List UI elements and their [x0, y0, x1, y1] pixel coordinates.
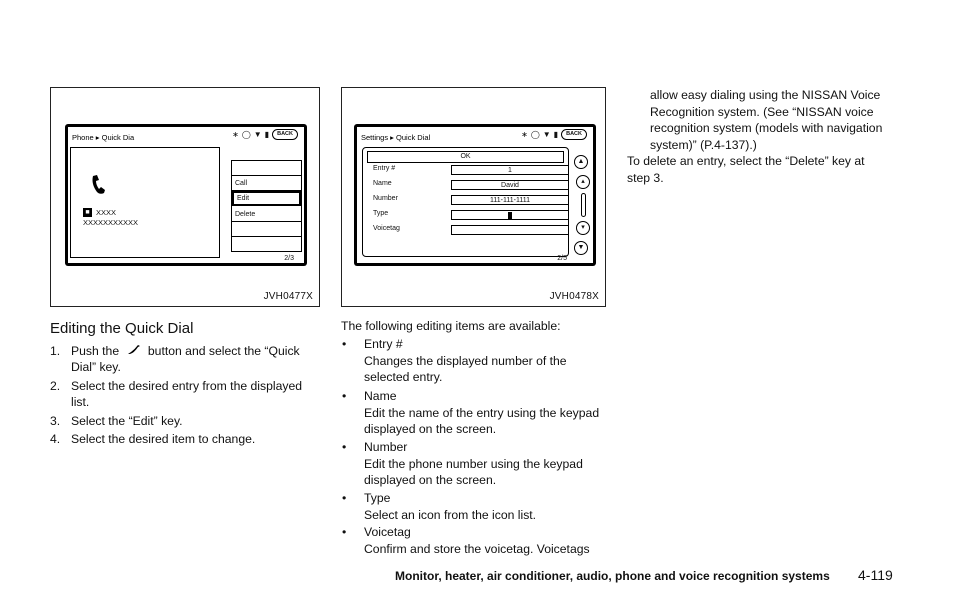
battery-icon: ▮	[264, 130, 270, 139]
ok-button[interactable]: OK	[367, 151, 564, 163]
step-text-part: Dial” key.	[71, 360, 121, 374]
bluetooth-icon: ∗	[232, 130, 239, 139]
screen-frame	[354, 124, 596, 266]
field-label: Number	[373, 195, 398, 202]
section-heading: Editing the Quick Dial	[50, 320, 194, 337]
step-1	[50, 343, 322, 377]
item-desc-line: Edit the name of the entry using the keypad	[364, 405, 600, 420]
step-text	[71, 343, 322, 375]
scroll-down-button[interactable]: ▼	[574, 241, 588, 255]
display-area	[357, 127, 593, 263]
step-2	[50, 378, 322, 412]
text-line: Recognition system. (See “NISSAN voice	[650, 104, 874, 119]
contact-number: XXXXXXXXXXX	[83, 218, 139, 227]
step-number: 3.	[50, 414, 61, 428]
field-row-voicetag[interactable]	[363, 223, 568, 237]
list-item	[341, 490, 611, 523]
field-value	[451, 210, 569, 220]
scrollbar[interactable]	[581, 193, 586, 217]
step-number: 1.	[50, 344, 61, 358]
step-3	[50, 413, 322, 430]
back-button[interactable]: BACK	[272, 129, 298, 140]
breadcrumb: Phone ▸ Quick Dia	[72, 132, 135, 142]
field-label: Name	[373, 180, 392, 187]
battery-icon: ▮	[553, 130, 559, 139]
item-desc-line: displayed on the screen.	[364, 422, 497, 437]
phone-icon	[91, 174, 107, 196]
step-number: 2.	[50, 379, 61, 393]
phone-button-icon	[123, 344, 145, 356]
bullet-dot: •	[342, 440, 347, 454]
figure-quick-dial-call-menu	[50, 87, 320, 307]
bluetooth-icon: ∗	[521, 130, 528, 139]
page-indicator: 2/3	[284, 255, 294, 262]
menu-item-edit[interactable]: Edit	[232, 191, 301, 206]
text-line: To delete an entry, select the “Delete” key at	[627, 154, 865, 168]
action-menu	[231, 160, 302, 252]
item-desc-line: Edit the phone number using the keypad	[364, 456, 583, 471]
item-name: Name	[364, 389, 397, 403]
edit-list	[362, 147, 569, 257]
step-text-part: button and select the “Quick	[147, 344, 300, 358]
signal-icon: ▼	[253, 130, 262, 139]
page-down-button[interactable]: ▾	[576, 221, 590, 235]
phone-status-icon: ◯	[530, 130, 540, 139]
item-desc-line: Changes the displayed number of the	[364, 353, 567, 368]
phone-status-icon: ◯	[241, 130, 251, 139]
list-item	[341, 524, 611, 557]
figure-caption: JVH0477X	[263, 291, 313, 302]
step-text: Select the desired item to change.	[71, 432, 256, 446]
intro-text: The following editing items are available:	[341, 319, 561, 333]
text-line: step 3.	[627, 170, 664, 185]
bullet-dot: •	[342, 491, 347, 505]
bullet-dot: •	[342, 525, 347, 539]
step-4	[50, 431, 322, 448]
figure-caption: JVH0478X	[549, 291, 599, 302]
delete-instruction	[627, 153, 912, 186]
status-icons	[232, 129, 298, 140]
breadcrumb: Settings ▸ Quick Dial	[361, 132, 431, 142]
step-text-part: Select the desired entry from the displayed	[71, 379, 303, 393]
continued-text	[650, 87, 915, 153]
list-item	[341, 336, 611, 386]
menu-item-call[interactable]: Call	[232, 176, 301, 191]
contact-panel	[70, 147, 220, 258]
field-row-type[interactable]	[363, 208, 568, 222]
footer-title: Monitor, heater, air conditioner, audio, phone and voice recognition systems	[395, 569, 830, 583]
page-up-button[interactable]: ▴	[576, 175, 590, 189]
page-indicator: 2/5	[557, 255, 567, 262]
item-name: Entry #	[364, 337, 403, 351]
type-icon	[508, 212, 512, 219]
item-desc-line: Confirm and store the voicetag. Voicetags	[364, 541, 590, 556]
bullet-dot: •	[342, 337, 347, 351]
item-desc-line: displayed on the screen.	[364, 473, 497, 488]
item-desc-line: Select an icon from the icon list.	[364, 507, 537, 522]
signal-icon: ▼	[542, 130, 551, 139]
screen-frame	[65, 124, 307, 266]
contact-type-icon: ■	[83, 208, 92, 217]
field-value: 111-111-1111	[451, 195, 569, 205]
item-name: Number	[364, 440, 408, 454]
list-item	[341, 439, 611, 489]
field-label: Type	[373, 210, 389, 217]
text-line: recognition system (models with navigation	[650, 121, 883, 136]
scroll-up-button[interactable]: ▲	[574, 155, 588, 169]
figure-quick-dial-edit	[341, 87, 606, 307]
field-value: 1	[451, 165, 569, 175]
step-text-part: Push the	[71, 344, 120, 358]
field-label: Entry #	[373, 165, 396, 172]
step-text-part: list.	[71, 395, 90, 409]
text-line: system)” (P.4-137).)	[650, 137, 757, 152]
bullet-dot: •	[342, 389, 347, 403]
back-button[interactable]: BACK	[561, 129, 587, 140]
field-value	[451, 225, 569, 235]
field-label: Voicetag	[373, 225, 400, 232]
display-area	[68, 127, 304, 263]
list-item	[341, 388, 611, 438]
menu-item-blank	[232, 222, 301, 237]
field-row-name[interactable]	[363, 178, 568, 192]
status-icons	[521, 129, 587, 140]
item-desc-line: selected entry.	[364, 370, 443, 385]
step-text: Select the “Edit” key.	[71, 414, 183, 428]
page-number: 4-119	[858, 567, 893, 583]
contact-name: XXXX	[96, 208, 117, 217]
step-text	[71, 378, 302, 410]
item-name: Type	[364, 491, 391, 505]
menu-item-delete[interactable]: Delete	[232, 207, 301, 222]
menu-item-blank	[232, 161, 301, 176]
item-name: Voicetag	[364, 525, 411, 539]
text-line: allow easy dialing using the NISSAN Voice	[650, 88, 881, 102]
field-value: David	[451, 180, 569, 190]
field-row-number[interactable]	[363, 193, 568, 207]
step-number: 4.	[50, 432, 61, 446]
field-row-entry[interactable]	[363, 163, 568, 177]
